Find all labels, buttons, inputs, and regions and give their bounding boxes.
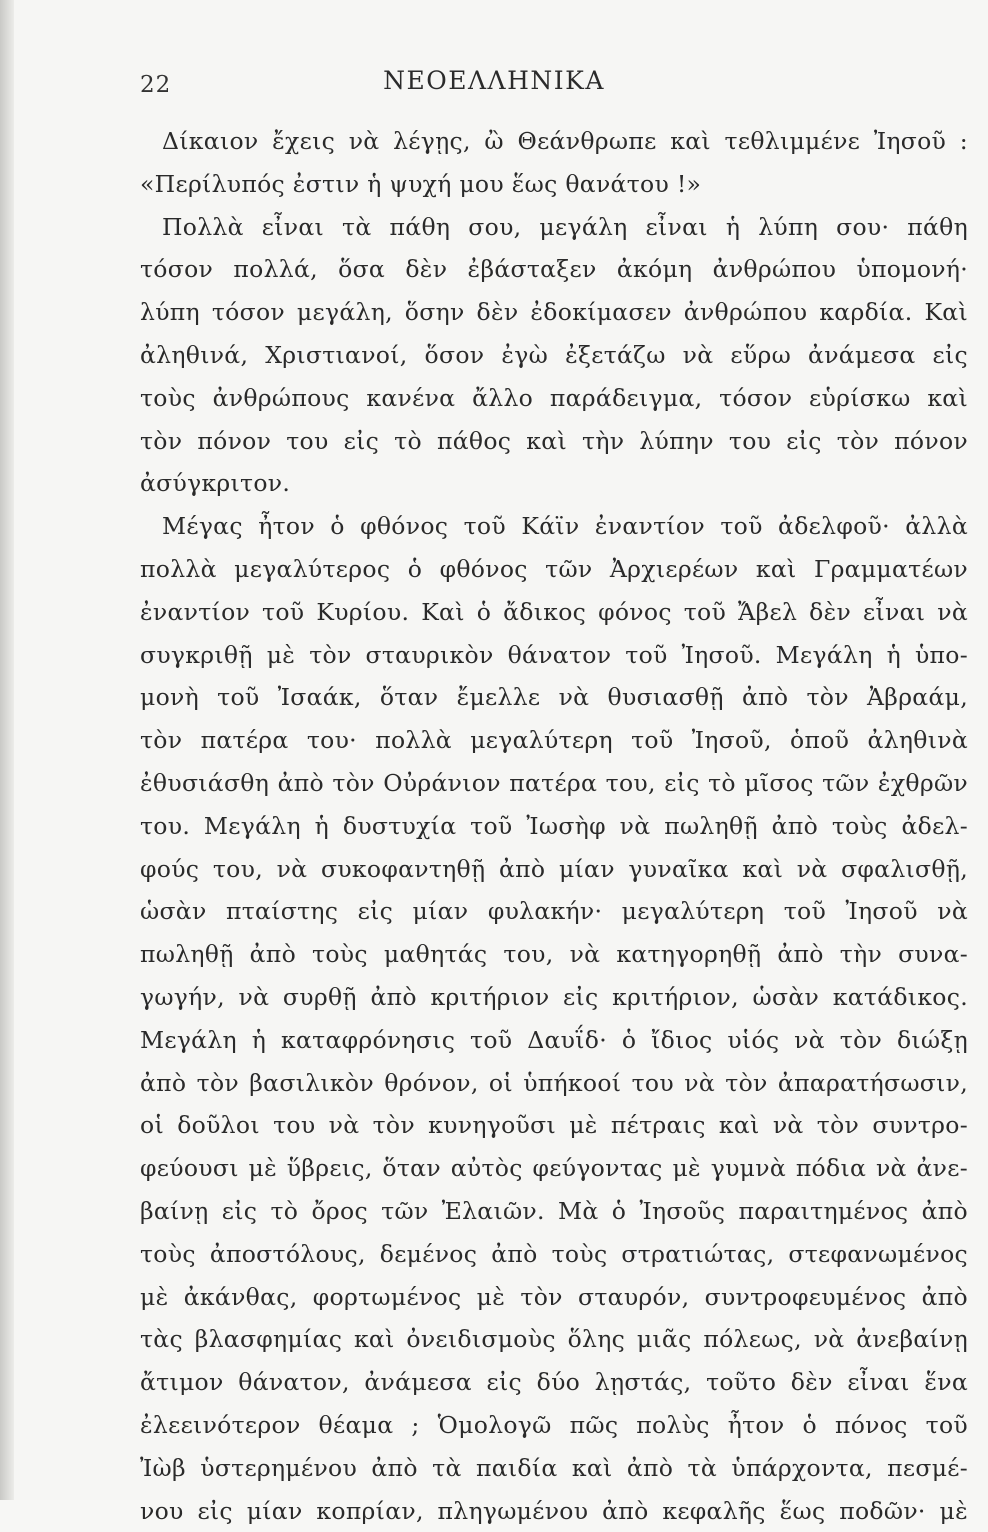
- text-line: ἐθυσιάσθη ἀπὸ τὸν Οὐράνιον πατέρα του, εἰς τὸ μῖσος τῶν ἐχθρῶν: [140, 762, 968, 805]
- text-line: φούς του, νὰ συκοφαντηθῇ ἀπὸ μίαν γυναῖκα καὶ νὰ σφαλισθῇ,: [140, 848, 968, 891]
- text-line: πωληθῇ ἀπὸ τοὺς μαθητάς του, νὰ κατηγορηθῇ ἀπὸ τὴν συνα-: [140, 933, 968, 976]
- body-text: [140, 120, 968, 1532]
- text-line: ὡσὰν πταίστης εἰς μίαν φυλακήν· μεγαλύτερη τοῦ Ἰησοῦ νὰ: [140, 890, 968, 933]
- text-line: τὰς βλασφημίας καὶ ὀνειδισμοὺς ὅλης μιᾶς πόλεως, νὰ ἀνεβαίνῃ: [140, 1318, 968, 1361]
- text-line: τόσον πολλά, ὅσα δὲν ἐβάσταξεν ἀκόμη ἀνθρώπου ὑπομονή·: [140, 248, 968, 291]
- page-binding-shadow: [0, 0, 14, 1500]
- text-line: Μέγας ἦτον ὁ φθόνος τοῦ Κάϊν ἐναντίον τοῦ ἀδελφοῦ· ἀλλὰ: [140, 505, 968, 548]
- text-line: του. Μεγάλη ἡ δυστυχία τοῦ Ἰωσὴφ νὰ πωληθῇ ἀπὸ τοὺς ἀδελ-: [140, 805, 968, 848]
- text-line: φεύουσι μὲ ὕβρεις, ὅταν αὐτὸς φεύγοντας μὲ γυμνὰ πόδια νὰ ἀνε-: [140, 1147, 968, 1190]
- text-line: τὸν πόνον του εἰς τὸ πάθος καὶ τὴν λύπην του εἰς τὸν πόνον: [140, 420, 968, 463]
- text-line: οἱ δοῦλοι του νὰ τὸν κυνηγοῦσι μὲ πέτραις καὶ νὰ τὸν συντρο-: [140, 1104, 968, 1147]
- text-line: ἄτιμον θάνατον, ἀνάμεσα εἰς δύο λῃστάς, τοῦτο δὲν εἶναι ἕνα: [140, 1361, 968, 1404]
- text-line: ἐναντίον τοῦ Κυρίου. Καὶ ὁ ἄδικος φόνος τοῦ Ἄβελ δὲν εἶναι νὰ: [140, 591, 968, 634]
- text-line: ἀπὸ τὸν βασιλικὸν θρόνον, οἱ ὑπήκοοί του νὰ τὸν ἀπαρατήσωσιν,: [140, 1062, 968, 1105]
- text-line: λύπη τόσον μεγάλη, ὅσην δὲν ἐδοκίμασεν ἀνθρώπου καρδία. Καὶ: [140, 291, 968, 334]
- text-line: «Περίλυπός ἐστιν ἡ ψυχή μου ἕως θανάτου !»: [140, 163, 968, 206]
- text-line: βαίνῃ εἰς τὸ ὄρος τῶν Ἐλαιῶν. Μὰ ὁ Ἰησοῦς παραιτημένος ἀπὸ: [140, 1190, 968, 1233]
- text-line: πολλὰ μεγαλύτερος ὁ φθόνος τῶν Ἀρχιερέων καὶ Γραμματέων: [140, 548, 968, 591]
- page-number: 22: [140, 72, 171, 98]
- text-line: Μεγάλη ἡ καταφρόνησις τοῦ Δαυΐδ· ὁ ἴδιος υἱός νὰ τὸν διώξῃ: [140, 1019, 968, 1062]
- text-line: ἀληθινά, Χριστιανοί, ὅσον ἐγὼ ἐξετάζω νὰ εὕρω ἀνάμεσα εἰς: [140, 334, 968, 377]
- text-line: τὸν πατέρα του· πολλὰ μεγαλύτερη τοῦ Ἰησοῦ, ὁποῦ ἀληθινὰ: [140, 719, 968, 762]
- text-line: τοὺς ἀποστόλους, δεμένος ἀπὸ τοὺς στρατιώτας, στεφανωμένος: [140, 1233, 968, 1276]
- text-line: τοὺς ἀνθρώπους κανένα ἄλλο παράδειγμα, τόσον εὑρίσκω καὶ: [140, 377, 968, 420]
- text-line: Πολλὰ εἶναι τὰ πάθη σου, μεγάλη εἶναι ἡ λύπη σου· πάθη: [140, 206, 968, 249]
- running-title: ΝΕΟΕΛΛΗΝΙΚΑ: [0, 66, 988, 95]
- page-header: [0, 60, 988, 100]
- text-line: μὲ ἀκάνθας, φορτωμένος μὲ τὸν σταυρόν, συντροφευμένος ἀπὸ: [140, 1276, 968, 1319]
- text-line: ἐλεεινότερον θέαμα ; Ὁμολογῶ πῶς πολὺς ἦτον ὁ πόνος τοῦ: [140, 1404, 968, 1447]
- text-line: Ἰὼβ ὑστερημένου ἀπὸ τὰ παιδία καὶ ἀπὸ τὰ ὑπάρχοντα, πεσμέ-: [140, 1447, 968, 1490]
- text-line: ἀσύγκριτον.: [140, 462, 968, 505]
- text-line: Δίκαιον ἔχεις νὰ λέγῃς, ὢ Θεάνθρωπε καὶ τεθλιμμένε Ἰησοῦ :: [140, 120, 968, 163]
- text-line: μονὴ τοῦ Ἰσαάκ, ὅταν ἔμελλε νὰ θυσιασθῇ ἀπὸ τὸν Ἀβραάμ,: [140, 676, 968, 719]
- text-line: νου εἰς μίαν κοπρίαν, πληγωμένου ἀπὸ κεφαλῆς ἕως ποδῶν· μὲ: [140, 1490, 968, 1532]
- text-line: συγκριθῇ μὲ τὸν σταυρικὸν θάνατον τοῦ Ἰησοῦ. Μεγάλη ἡ ὑπο-: [140, 634, 968, 677]
- text-line: γωγήν, νὰ συρθῇ ἀπὸ κριτήριον εἰς κριτήριον, ὡσὰν κατάδικος.: [140, 976, 968, 1019]
